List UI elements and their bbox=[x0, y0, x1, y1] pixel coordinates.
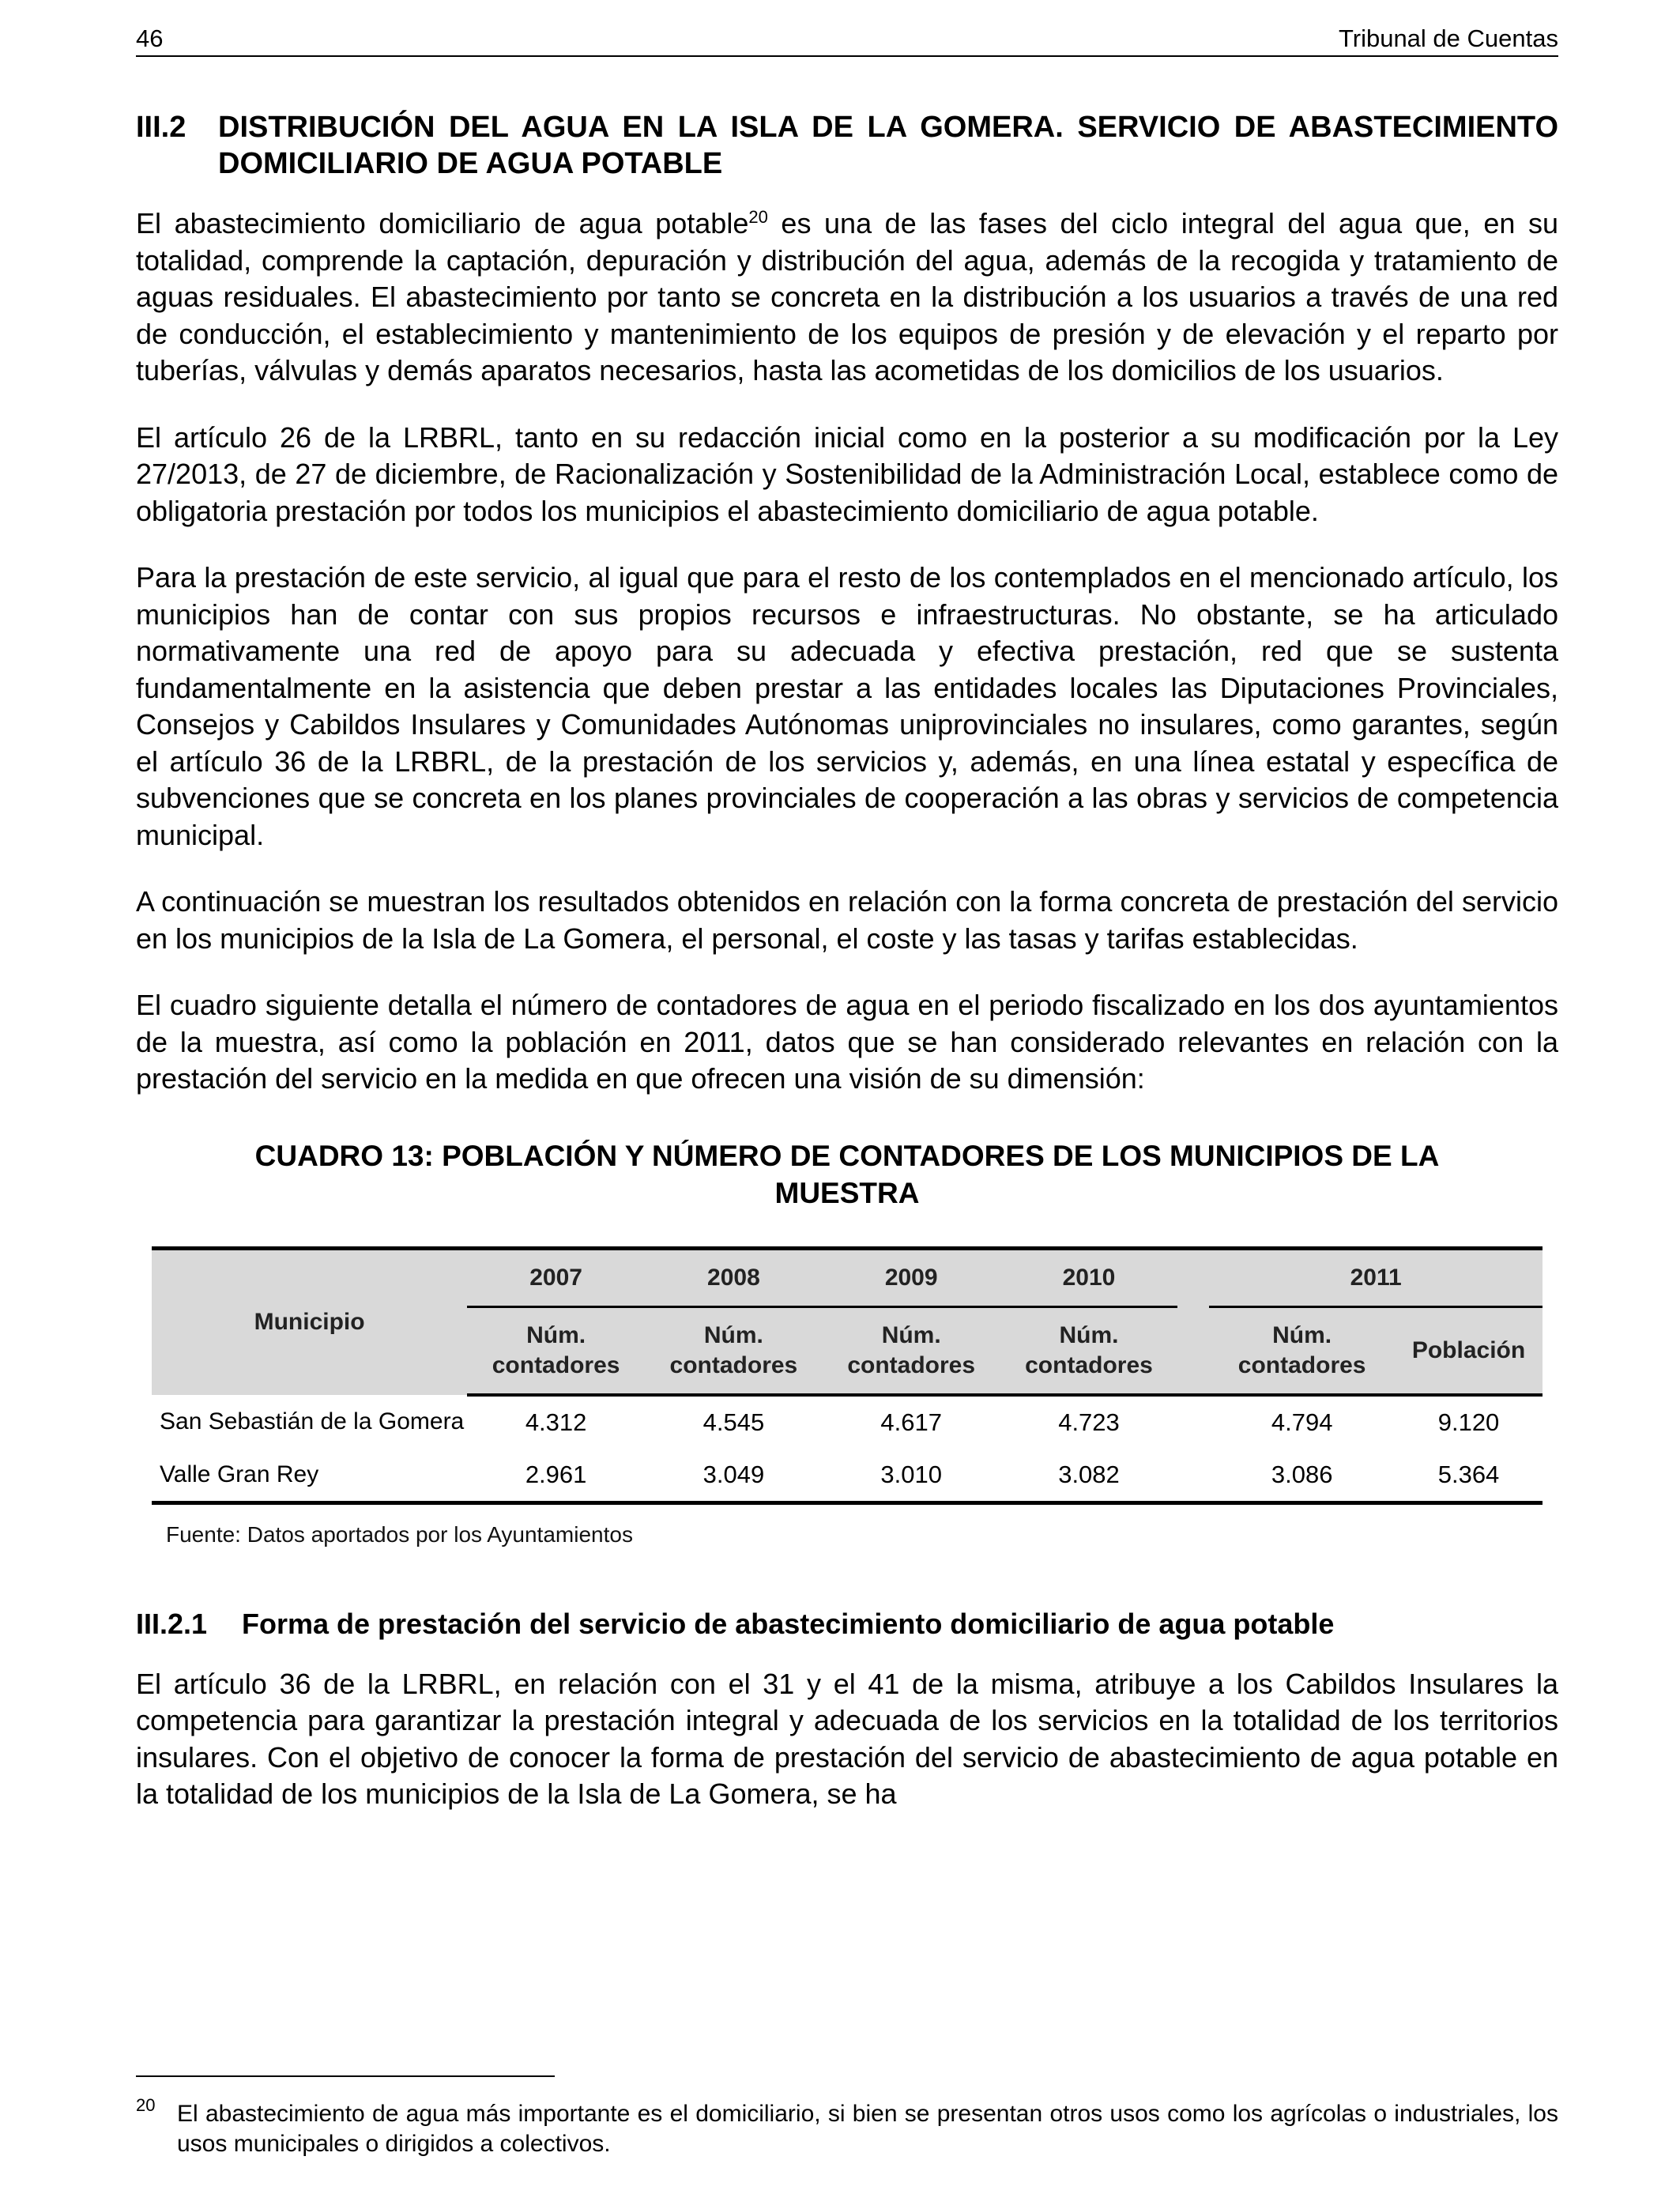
footnote-ref-20[interactable]: 20 bbox=[748, 207, 768, 227]
cell-value: 4.794 bbox=[1271, 1408, 1333, 1436]
table-row bbox=[152, 1395, 1543, 1449]
page-number: 46 bbox=[136, 25, 164, 52]
paragraph-5: El cuadro siguiente detalla el número de contadores de agua en el periodo fiscalizado en los dos ayuntamientos de la muestra, así como la población en 2011, datos que se han considerado relevantes en relación con la prestación del servicio en la medida en que ofrecen una visión de su dimensión: bbox=[136, 989, 1558, 1095]
document-page bbox=[136, 24, 1558, 1813]
header-year-2008: 2008 bbox=[645, 1248, 823, 1306]
header-year-2011: 2011 bbox=[1209, 1248, 1543, 1306]
cell-value: 5.364 bbox=[1395, 1449, 1543, 1503]
cell-value: 4.617 bbox=[880, 1408, 942, 1436]
paragraph-3: Para la prestación de este servicio, al igual que para el resto de los contemplados en el mencionado artículo, los municipios han de contar con sus propios recursos e infraestructuras. No obstante, se ha articulado normativamente una red de apoyo para su adecuada y efectiva prestación, red que se sustenta fundamentalmente en la asistencia que deben prestar a las entidades locales las Diputaciones Provinciales, Consejos y Cabildos Insulares y Comunidades Autónomas uniprovinciales no insulares, como garantes, según el artículo 36 de la LRBRL, de la prestación de los servicios y, además, en una línea estatal y específica de subvenciones que se concreta en los planes provinciales de cooperación a las obras y servicios de competencia municipal. bbox=[136, 561, 1558, 851]
footnote-separator bbox=[136, 2075, 555, 2077]
cell-value: 2.961 bbox=[467, 1449, 645, 1503]
cell-spacer bbox=[1177, 1449, 1209, 1503]
header-spacer-sub bbox=[1177, 1306, 1209, 1395]
cell-municipio: Valle Gran Rey bbox=[152, 1449, 467, 1503]
footnote-text: El abastecimiento de agua más importante es el domiciliario, si bien se presentan otros usos como los agrícolas o industriales, los usos municipales o dirigidos a colectivos. bbox=[177, 2101, 1558, 2157]
header-poblacion: Población bbox=[1395, 1306, 1543, 1395]
section-number: III.2 bbox=[136, 111, 186, 144]
section-title: DISTRIBUCIÓN DEL AGUA EN LA ISLA DE LA GOMERA. SERVICIO DE ABASTECIMIENTO DOMICILIARIO DE AGUA POTABLE bbox=[218, 111, 1558, 180]
header-contadores-2009: Núm. contadores bbox=[823, 1306, 1000, 1395]
table-caption-line-1: CUADRO 13: POBLACIÓN Y NÚMERO DE CONTADORES DE LOS MUNICIPIOS DE LA bbox=[254, 1139, 1440, 1172]
paragraph-1-start: El abastecimiento domiciliario de agua potable bbox=[136, 207, 749, 239]
cell-spacer bbox=[1177, 1395, 1209, 1449]
header-spacer bbox=[1177, 1248, 1209, 1306]
subsection-number: III.2.1 bbox=[136, 1607, 208, 1640]
table-caption bbox=[136, 1137, 1558, 1212]
cell-value: 4.545 bbox=[703, 1408, 765, 1436]
header-municipio: Municipio bbox=[152, 1248, 467, 1395]
header-year-2007: 2007 bbox=[467, 1248, 645, 1306]
footnote-number: 20 bbox=[136, 2095, 156, 2115]
cell-value: 9.120 bbox=[1437, 1408, 1500, 1436]
header-contadores-2008: Núm. contadores bbox=[645, 1306, 823, 1395]
table-row bbox=[152, 1449, 1543, 1503]
table-caption-line-2: MUESTRA bbox=[774, 1176, 920, 1209]
table-header-years bbox=[152, 1248, 1543, 1306]
cell-value: 3.010 bbox=[823, 1449, 1000, 1503]
running-header bbox=[136, 24, 1558, 57]
subsection-heading bbox=[136, 1606, 1558, 1642]
header-contadores-2011: Núm. contadores bbox=[1209, 1306, 1395, 1395]
paragraph-2: El artículo 26 de la LRBRL, tanto en su redacción inicial como en la posterior a su modificación por la Ley 27/2013, de 27 de diciembre, de Racionalización y Sostenibilidad de la Administración Local, establece como de obligatoria prestación por todos los municipios el abastecimiento domiciliario de agua potable. bbox=[136, 420, 1558, 527]
header-year-2010: 2010 bbox=[1000, 1248, 1178, 1306]
paragraph-4: A continuación se muestran los resultados obtenidos en relación con la forma concreta de prestación del servicio en los municipios de la Isla de La Gomera, el personal, el coste y las tasas y tarifas establecidas. bbox=[136, 885, 1558, 955]
header-contadores-2007: Núm. contadores bbox=[467, 1306, 645, 1395]
subsection-paragraph-1: El artículo 36 de la LRBRL, en relación con el 31 y el 41 de la misma, atribuye a los Cabildos Insulares la competencia para garantizar la prestación integral y adecuada de los servicios en la totalidad de los territorios insulares. Con el objetivo de conocer la forma de prestación del servicio de abastecimiento de agua potable en la totalidad de los municipios de la Isla de La Gomera, se ha bbox=[136, 1667, 1558, 1810]
cell-value: 3.082 bbox=[1000, 1449, 1178, 1503]
cell-value: 3.086 bbox=[1209, 1449, 1395, 1503]
header-year-2009: 2009 bbox=[823, 1248, 1000, 1306]
cell-value: 4.723 bbox=[1058, 1408, 1120, 1436]
section-heading bbox=[136, 109, 1558, 182]
cell-municipio: San Sebastián de la Gomera bbox=[160, 1408, 465, 1434]
subsection-title: Forma de prestación del servicio de abastecimiento domiciliario de agua potable bbox=[242, 1607, 1335, 1640]
header-contadores-2010: Núm. contadores bbox=[1000, 1306, 1178, 1395]
meters-population-table bbox=[152, 1246, 1543, 1505]
cell-value: 3.049 bbox=[645, 1449, 823, 1503]
cell-value: 4.312 bbox=[525, 1408, 587, 1436]
footnote bbox=[136, 2095, 1558, 2159]
paragraph-1 bbox=[136, 205, 1558, 390]
publisher-name: Tribunal de Cuentas bbox=[1338, 25, 1558, 52]
table-source: Fuente: Datos aportados por los Ayuntamientos bbox=[166, 1521, 633, 1547]
paragraph-1-rest: es una de las fases del ciclo integral del agua que, en su totalidad, comprende la captación, depuración y distribución del agua, además de la recogida y tratamiento de aguas residuales. El abastecimiento por tanto se concreta en la distribución a los usuarios a través de una red de conducción, el establecimiento y mantenimiento de los equipos de presión y de elevación y el reparto por tuberías, válvulas y demás aparatos necesarios, hasta las acometidas de los domicilios de los usuarios. bbox=[136, 207, 1559, 386]
